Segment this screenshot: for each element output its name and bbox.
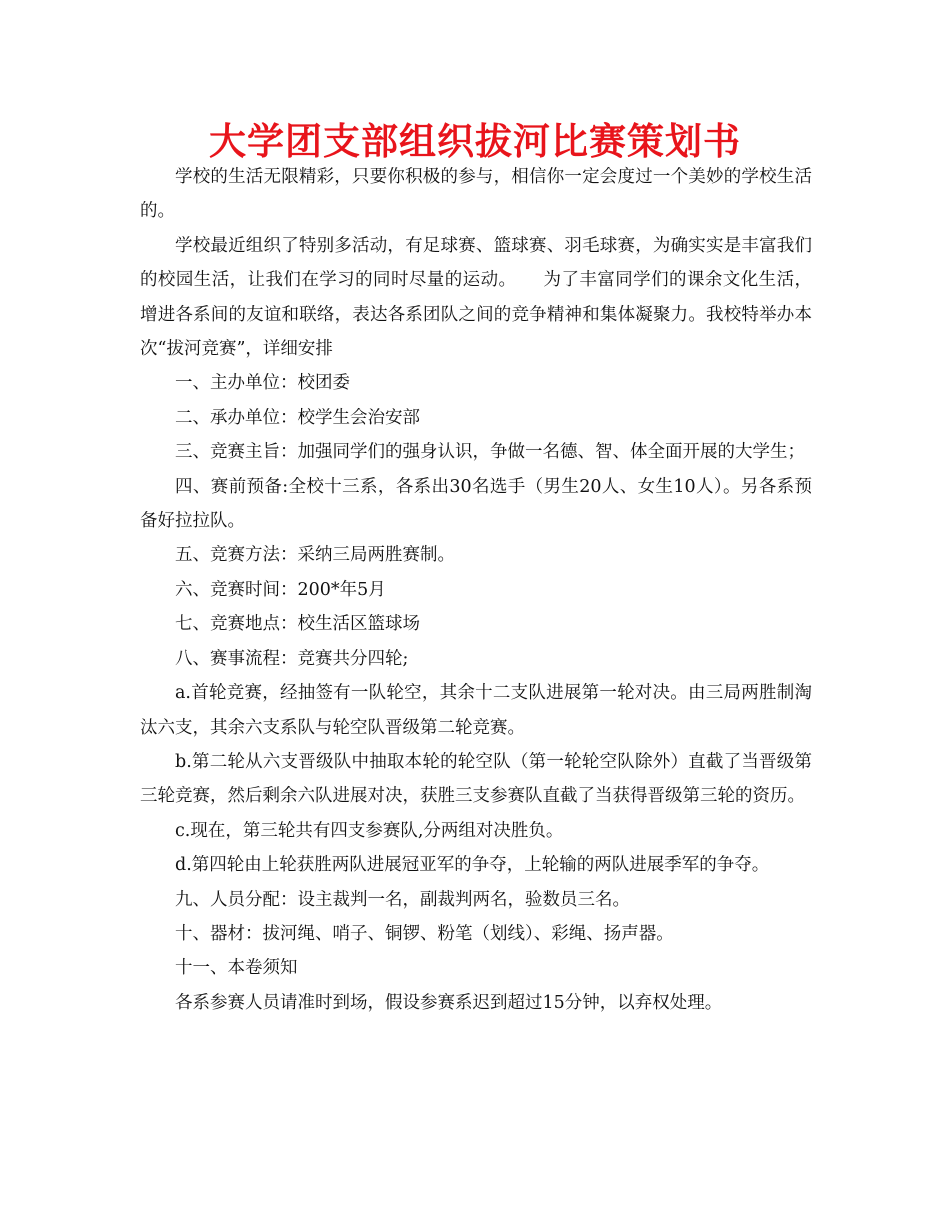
paragraph-notice-heading: 十一、本卷须知 xyxy=(175,958,298,979)
paragraph-round-c: c.现在，第三轮共有四支参赛队,分两组对决胜负。 xyxy=(175,820,564,841)
paragraph-purpose: 三、竞赛主旨：加强同学们的强身认识，争做一名德、智、体全面开展的大学生； xyxy=(175,442,805,463)
paragraph-preparation: 四、赛前预备:全校十三系，各系出30名选手（男生20人、女生10人）。另各系预备好拉拉队。 xyxy=(140,476,812,532)
paragraph-method: 五、竞赛方法：采纳三局两胜赛制。 xyxy=(175,545,455,566)
paragraph-location: 七、竞赛地点：校生活区篮球场 xyxy=(175,614,420,635)
paragraph-staff: 九、人员分配：设主裁判一名，副裁判两名，验数员三名。 xyxy=(175,889,630,910)
document-title: 大学团支部组织拔河比赛策划书 xyxy=(209,120,741,163)
paragraph-round-a: a.首轮竞赛，经抽签有一队轮空，其余十二支队进展第一轮对决。由三局两胜制淘汰六支，其余六支系队与轮空队晋级第二轮竞赛。 xyxy=(140,683,812,738)
paragraph-background: 学校最近组织了特别多活动，有足球赛、篮球赛、羽毛球赛，为确实实是丰富我们的校园生活，让我们在学习的同时尽量的运动。 为了丰富同学们的课余文化生活，增进各系间的友谊和联络，表达各系团队之间的竞争精神和集体凝聚力。我校特举办本次“拔河竞赛”，详细安排 xyxy=(140,235,812,360)
paragraph-notice: 各系参赛人员请准时到场，假设参赛系迟到超过15分钟，以弃权处理。 xyxy=(175,992,723,1013)
paragraph-co-organizer: 二、承办单位：校学生会治安部 xyxy=(175,407,420,428)
paragraph-round-d: d.第四轮由上轮获胜两队进展冠亚军的争夺，上轮输的两队进展季军的争夺。 xyxy=(175,855,770,876)
document-body xyxy=(140,160,812,1020)
paragraph-process: 八、赛事流程：竞赛共分四轮; xyxy=(175,648,409,669)
paragraph-equipment: 十、器材：拔河绳、哨子、铜锣、粉笔（划线）、彩绳、扬声器。 xyxy=(175,923,674,944)
paragraph-time: 六、竞赛时间：200*年5月 xyxy=(175,579,386,600)
paragraph-round-b: b.第二轮从六支晋级队中抽取本轮的轮空队（第一轮轮空队除外）直截了当晋级第三轮竞赛，然后剩余六队进展对决，获胜三支参赛队直截了当获得晋级第三轮的资历。 xyxy=(140,751,812,807)
paragraph-organizer: 一、主办单位：校团委 xyxy=(175,373,350,394)
paragraph-intro: 学校的生活无限精彩，只要你积极的参与，相信你一定会度过一个美妙的学校生活的。 xyxy=(140,167,812,222)
